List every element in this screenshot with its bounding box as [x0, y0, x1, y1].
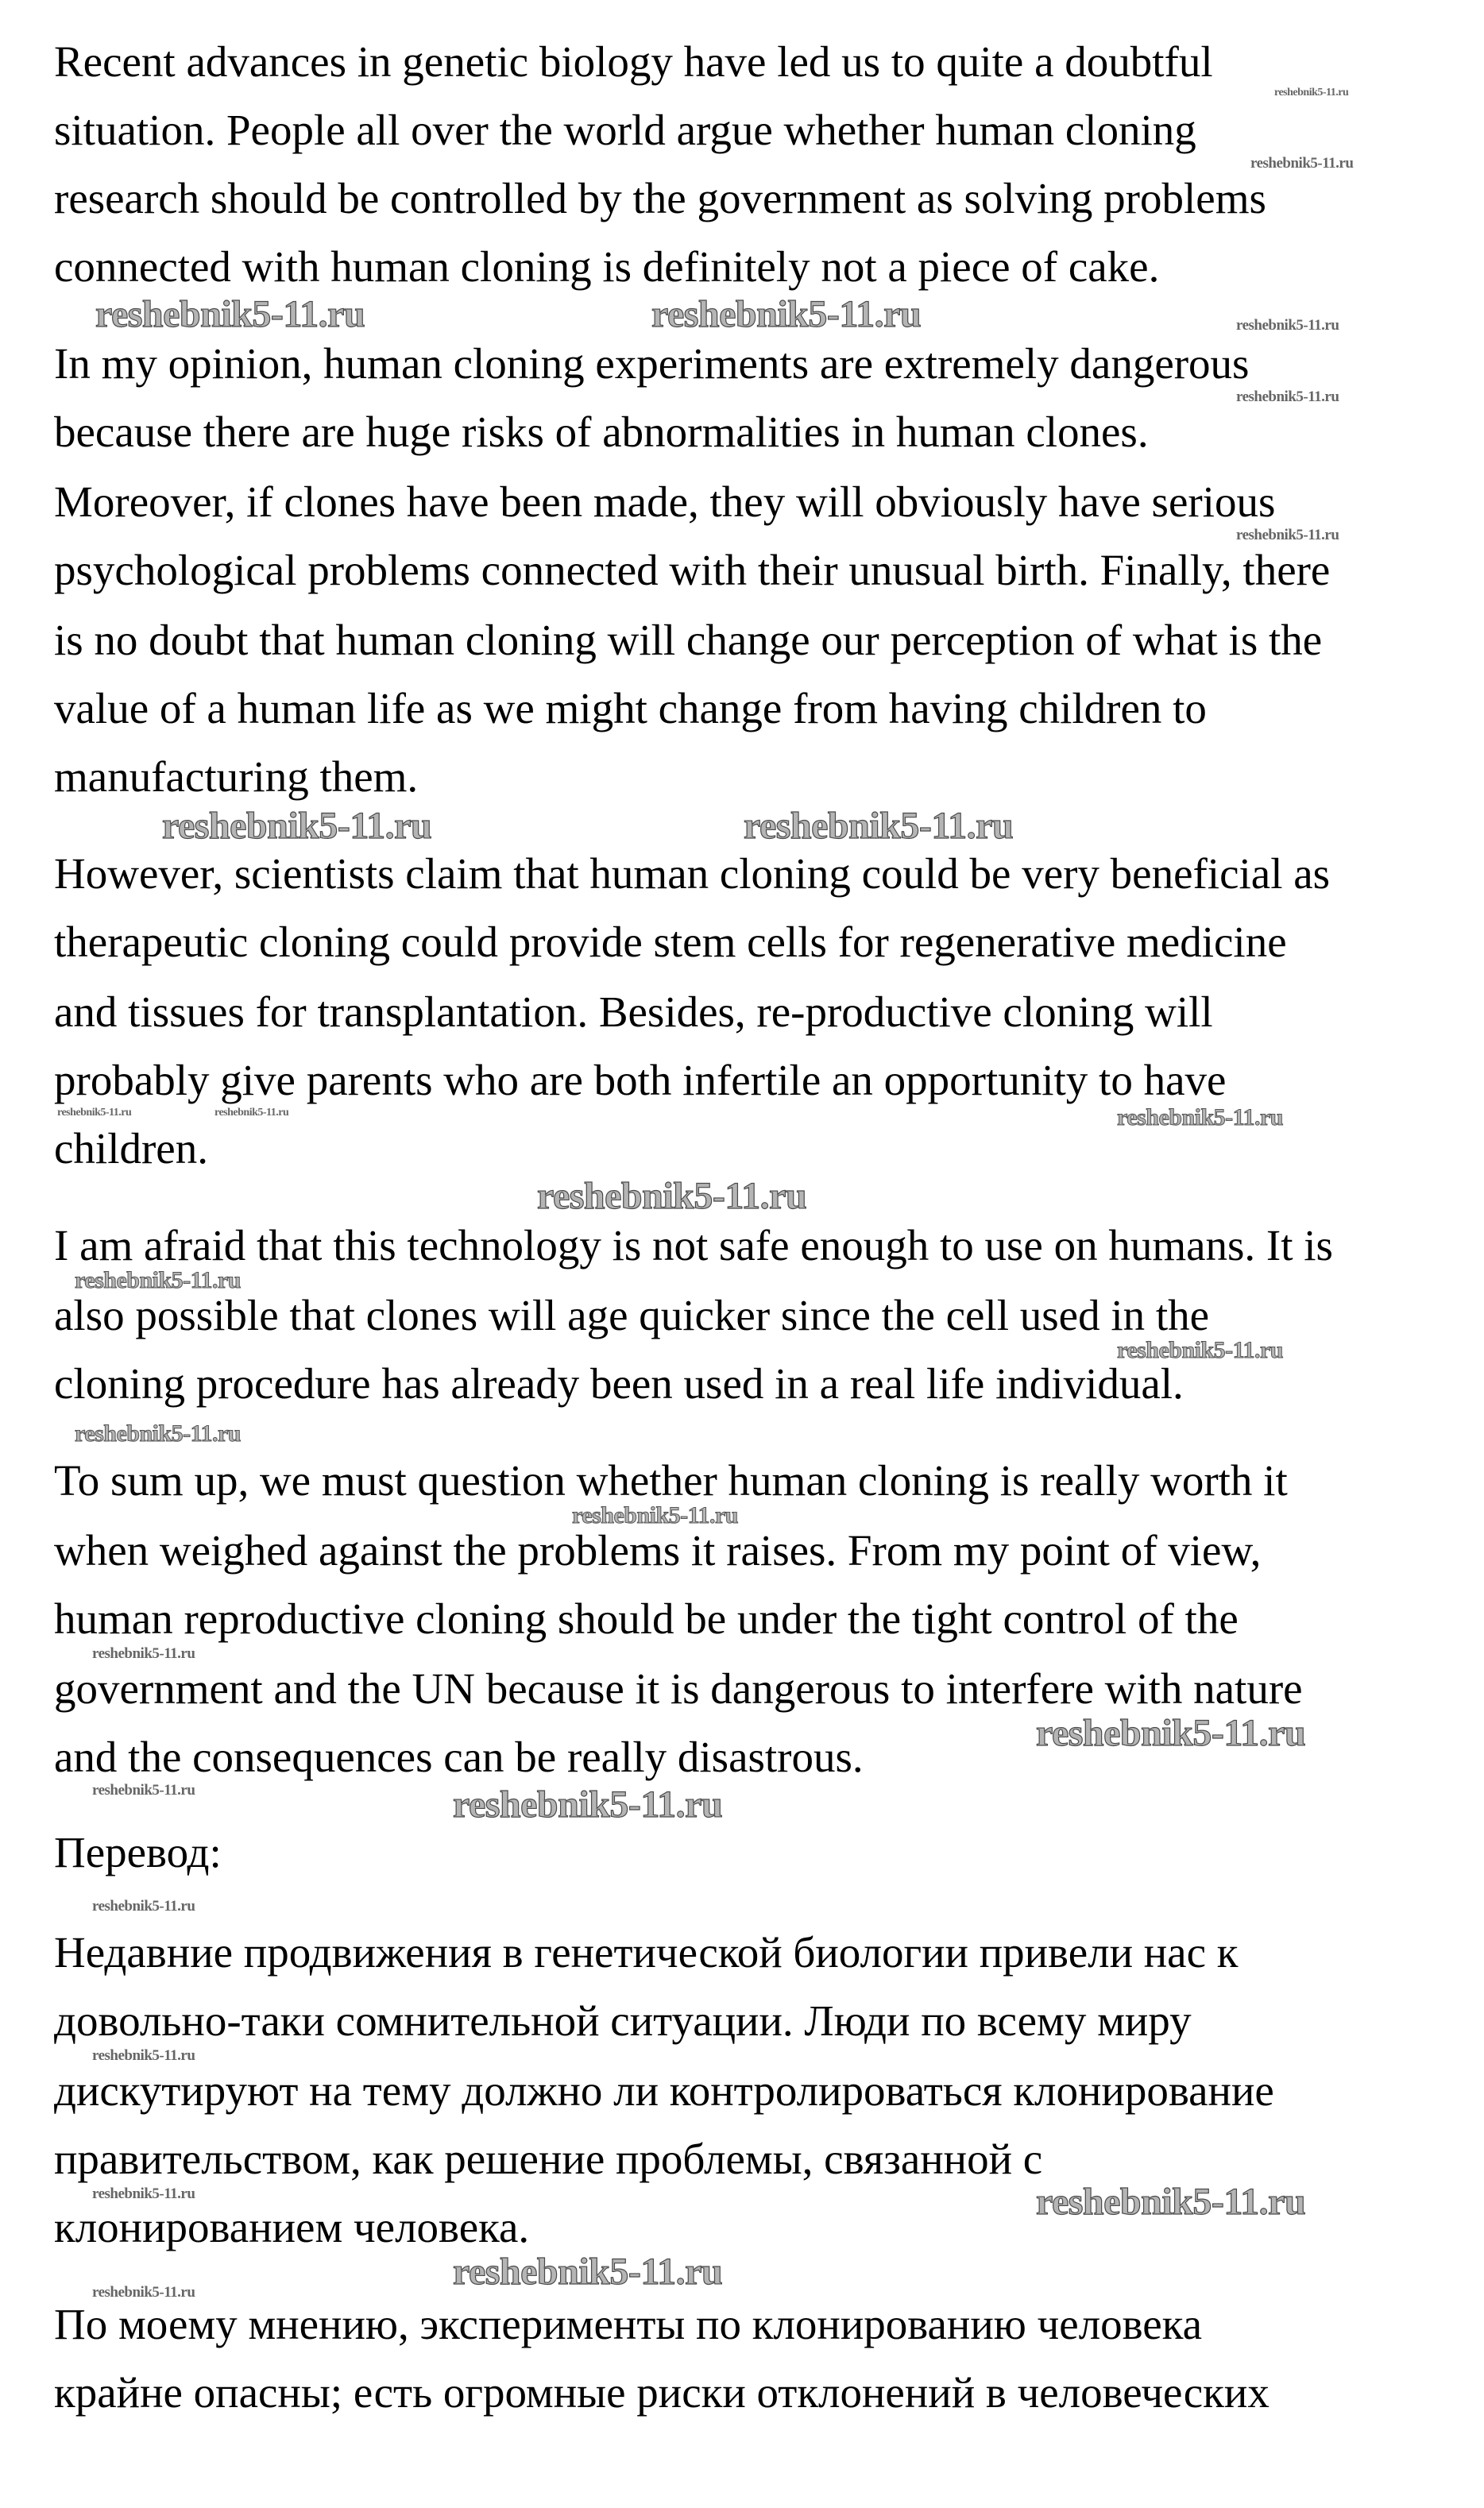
- russian-text-line: правительством, как решение проблемы, связанной с: [54, 2135, 1043, 2183]
- english-text-line: is no doubt that human cloning will change our perception of what is the: [54, 616, 1323, 664]
- watermark: reshebnik5-11.ru: [92, 2284, 195, 2301]
- watermark: reshebnik5-11.ru: [92, 2185, 195, 2202]
- watermark: reshebnik5-11.ru: [1274, 87, 1349, 99]
- english-text-line: and tissues for transplantation. Besides, re-productive cloning will: [54, 987, 1213, 1036]
- english-text-line: However, scientists claim that human cloning could be very beneficial as: [54, 849, 1331, 898]
- watermark: reshebnik5-11.ru: [1036, 2181, 1306, 2223]
- watermark: reshebnik5-11.ru: [92, 1782, 195, 1799]
- translation-heading: Перевод:: [54, 1828, 222, 1876]
- watermark: reshebnik5-11.ru: [75, 1267, 241, 1293]
- watermark: reshebnik5-11.ru: [92, 2047, 195, 2064]
- russian-text-line: клонированием человека.: [54, 2203, 530, 2251]
- english-text-line: connected with human cloning is definitely not a piece of cake.: [54, 242, 1160, 291]
- watermark: reshebnik5-11.ru: [95, 293, 365, 335]
- english-text-line: Recent advances in genetic biology have led us to quite a doubtful: [54, 37, 1213, 86]
- watermark: reshebnik5-11.ru: [1236, 388, 1339, 405]
- english-text-line: situation. People all over the world argue whether human cloning: [54, 106, 1196, 154]
- english-text-line: value of a human life as we might change from having children to: [54, 684, 1207, 732]
- english-text-line: and the consequences can be really disastrous.: [54, 1733, 864, 1781]
- watermark: reshebnik5-11.ru: [1236, 527, 1339, 543]
- english-text-line: I am afraid that this technology is not safe enough to use on humans. It is: [54, 1221, 1333, 1269]
- english-text-line: when weighed against the problems it raises. From my point of view,: [54, 1526, 1262, 1575]
- watermark: reshebnik5-11.ru: [572, 1502, 738, 1528]
- english-text-line: research should be controlled by the government as solving problems: [54, 174, 1266, 222]
- english-text-line: In my opinion, human cloning experiments are extremely dangerous: [54, 339, 1250, 388]
- russian-text-line: Недавние продвижения в генетической биологии привели нас к: [54, 1928, 1239, 1977]
- english-text-line: government and the UN because it is dangerous to interfere with nature: [54, 1664, 1303, 1713]
- english-text-line: psychological problems connected with their unusual birth. Finally, there: [54, 546, 1331, 594]
- russian-text-line: довольно-таки сомнительной ситуации. Люди по всему миру: [54, 1996, 1192, 2045]
- russian-text-line: По моему мнению, эксперименты по клонированию человека: [54, 2300, 1203, 2348]
- english-text-line: probably give parents who are both infertile an opportunity to have: [54, 1056, 1227, 1104]
- english-text-line: because there are huge risks of abnormalities in human clones.: [54, 408, 1149, 456]
- watermark: reshebnik5-11.ru: [75, 1420, 241, 1447]
- watermark: reshebnik5-11.ru: [162, 805, 432, 847]
- english-text-line: children.: [54, 1124, 208, 1173]
- russian-text-line: дискутируют на тему должно ли контролироваться клонирование: [54, 2066, 1274, 2115]
- russian-text-line: крайне опасны; есть огромные риски отклонений в человеческих: [54, 2368, 1270, 2417]
- watermark: reshebnik5-11.ru: [1250, 155, 1354, 172]
- english-text-line: To sum up, we must question whether human cloning is really worth it: [54, 1456, 1288, 1505]
- watermark: reshebnik5-11.ru: [651, 293, 922, 335]
- watermark: reshebnik5-11.ru: [744, 805, 1014, 847]
- english-text-line: therapeutic cloning could provide stem cells for regenerative medicine: [54, 918, 1287, 966]
- english-text-line: cloning procedure has already been used in a real life individual.: [54, 1359, 1184, 1408]
- watermark: reshebnik5-11.ru: [537, 1175, 807, 1217]
- watermark: reshebnik5-11.ru: [453, 1783, 723, 1826]
- watermark: reshebnik5-11.ru: [92, 1898, 195, 1915]
- watermark: reshebnik5-11.ru: [214, 1107, 289, 1119]
- watermark: reshebnik5-11.ru: [1117, 1104, 1283, 1130]
- english-text-line: Moreover, if clones have been made, they will obviously have serious: [54, 477, 1276, 526]
- watermark: reshebnik5-11.ru: [57, 1107, 132, 1119]
- watermark: reshebnik5-11.ru: [1236, 317, 1339, 334]
- english-text-line: also possible that clones will age quicker since the cell used in the: [54, 1291, 1210, 1339]
- english-text-line: human reproductive cloning should be under the tight control of the: [54, 1594, 1239, 1643]
- english-text-line: manufacturing them.: [54, 752, 419, 801]
- watermark: reshebnik5-11.ru: [1036, 1712, 1306, 1754]
- watermark: reshebnik5-11.ru: [453, 2251, 723, 2293]
- watermark: reshebnik5-11.ru: [92, 1645, 195, 1662]
- watermark: reshebnik5-11.ru: [1117, 1337, 1283, 1363]
